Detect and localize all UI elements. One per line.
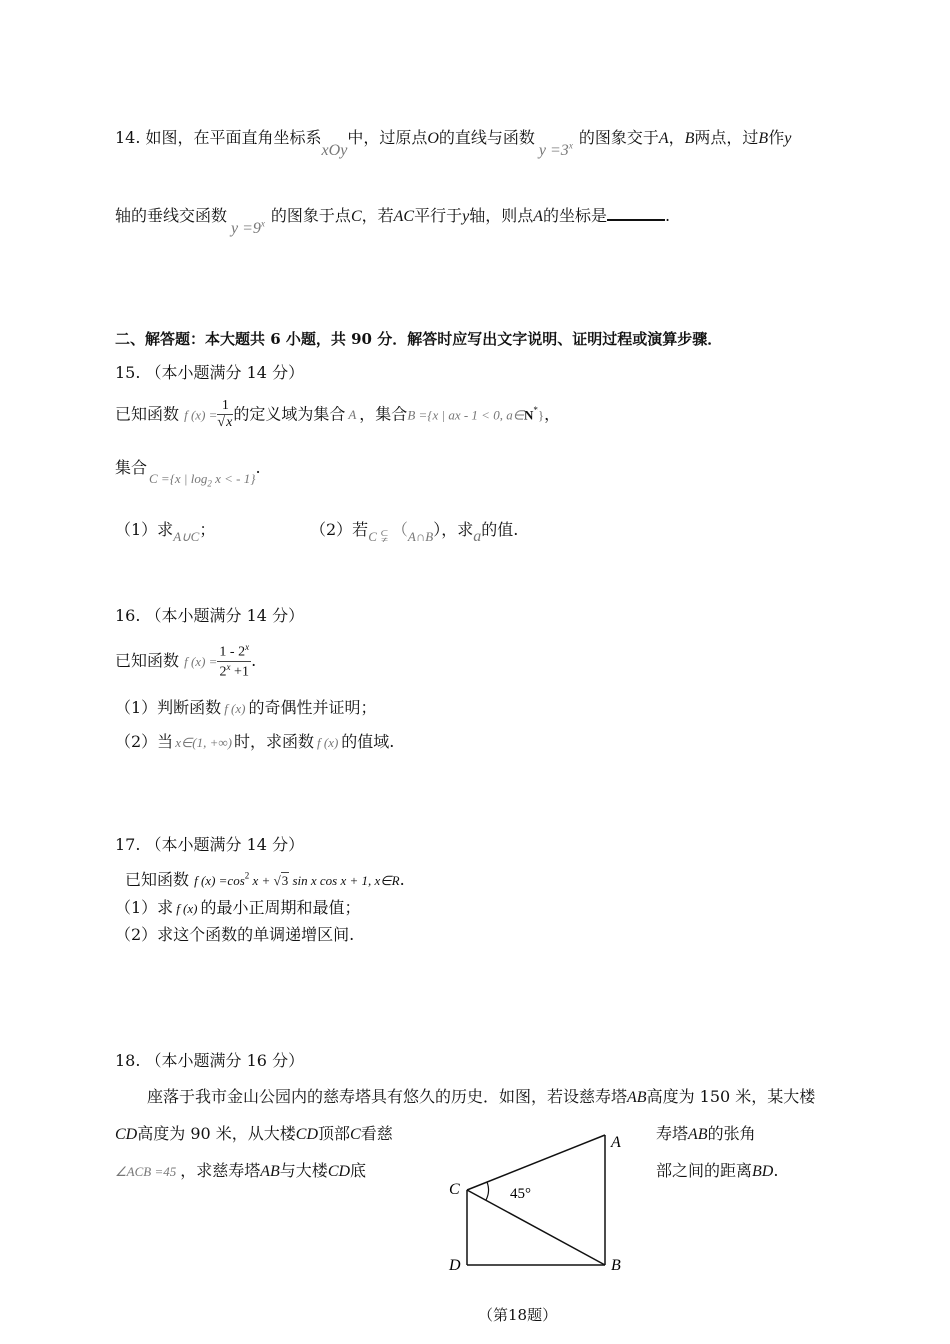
- math-cd: CD: [327, 1163, 351, 1180]
- q17-title: 17. （本小题满分 14 分）: [115, 835, 305, 854]
- q16-text: 的奇偶性并证明；: [248, 698, 377, 717]
- q18-text: 座落于我市金山公园内的慈寿塔具有悠久的历史．如图，若设慈寿塔: [147, 1087, 628, 1106]
- q15-line1: [115, 398, 560, 432]
- math-o: O: [427, 130, 439, 147]
- q15-text: （2）若: [310, 520, 369, 539]
- math-c: C: [368, 529, 377, 544]
- math-b: B: [758, 130, 769, 147]
- math-n: N: [524, 407, 534, 423]
- math-sup: x: [260, 218, 265, 229]
- q18-text: 的张角: [707, 1124, 756, 1143]
- math-set-c: C ={x | log: [149, 471, 208, 486]
- q18-line2-right: [656, 1124, 756, 1144]
- math-fx: f (x): [176, 901, 198, 916]
- tower-figure: [440, 1125, 640, 1275]
- q18-line3: [115, 1161, 366, 1181]
- fraction-numerator: 1: [217, 398, 233, 415]
- q14-text: 14. 如图，在平面直角坐标系: [115, 128, 322, 147]
- math-sub: 2: [207, 478, 212, 489]
- math-expr: x +: [249, 873, 274, 888]
- math-ab: AB: [627, 1089, 647, 1106]
- q15-text: 集合: [115, 458, 148, 477]
- q15-part1: [115, 520, 216, 544]
- math-cd: CD: [295, 1126, 319, 1143]
- math-cd: CD: [115, 1126, 138, 1143]
- math-ab: AB: [688, 1126, 708, 1143]
- q16-text: .: [251, 651, 257, 671]
- math-xoy: xOy: [321, 142, 348, 159]
- math-a: A: [658, 130, 669, 147]
- q14-line2: [115, 205, 671, 237]
- math-fx: f (x) =cos: [194, 873, 245, 888]
- math-fx: f (x) =: [184, 654, 218, 670]
- q14-text: 的坐标是: [543, 206, 608, 225]
- math-star: *: [533, 405, 538, 416]
- math-sup: x: [245, 642, 250, 652]
- label-b: B: [611, 1257, 621, 1274]
- angle-arc: [486, 1182, 488, 1200]
- math-y-eq-9x: y =9: [231, 220, 261, 237]
- math-y: y: [462, 208, 470, 225]
- q17-text: （1）求: [115, 898, 174, 917]
- math-close: }: [537, 407, 545, 423]
- math-fx: f (x): [317, 735, 339, 750]
- math-sup: x: [226, 661, 231, 672]
- math-bd: BD: [752, 1163, 774, 1180]
- q15-text: （1）求: [115, 520, 174, 539]
- q15-text: ，: [544, 404, 561, 424]
- q18-text: 高度为 150 米，某大楼: [646, 1087, 816, 1106]
- math-set-b: B ={x | ax - 1 < 0, a∈: [407, 407, 525, 423]
- q15-text: .: [255, 458, 261, 477]
- fraction: [217, 642, 251, 681]
- q14-text: 平行于: [414, 206, 463, 225]
- math-ab: AB: [260, 1163, 280, 1180]
- q14-text: 作: [768, 128, 785, 147]
- q18-text: 看慈: [360, 1124, 393, 1143]
- fraction-denominator: 2: [219, 664, 227, 680]
- q17-text: .: [399, 870, 405, 889]
- q15-text: ；: [199, 520, 216, 539]
- math-y-eq-3x: y =3: [538, 142, 569, 159]
- q16-line1: [115, 642, 256, 681]
- q15-text: 已知函数: [115, 404, 180, 424]
- q18-text: 与大楼: [279, 1161, 328, 1180]
- q15-part2: [310, 520, 519, 545]
- q15-text: 的定义域为集合: [233, 404, 346, 424]
- q14-text: .: [665, 206, 671, 225]
- q14-text: 两点，过: [694, 128, 759, 147]
- q14-text: 的图象于点: [270, 206, 351, 225]
- q16-text: 已知函数: [115, 651, 180, 671]
- sightline-ca: [467, 1135, 605, 1190]
- math-angle-acb: ∠ACB =45: [115, 1164, 177, 1179]
- q17-text: 的最小正周期和最值；: [200, 898, 361, 917]
- q18-text: 顶部: [318, 1124, 351, 1143]
- q14-text: ，若: [361, 206, 394, 225]
- q18-line3-right: [656, 1161, 778, 1181]
- figure-caption: （第18题）: [478, 1306, 558, 1324]
- math-sqrt3: 3: [281, 873, 289, 888]
- q18-title: 18. （本小题满分 16 分）: [115, 1051, 305, 1070]
- math-a-union-c: A∪C: [173, 529, 200, 544]
- q16-title: 16. （本小题满分 14 分）: [115, 606, 305, 625]
- fraction-denominator: +1: [230, 664, 249, 680]
- label-a: A: [611, 1134, 621, 1151]
- math-c: C: [350, 1126, 361, 1143]
- q14-text: 轴的垂线交函数: [115, 206, 228, 225]
- q15-text: 的值.: [481, 520, 519, 539]
- math-fx: f (x) =: [184, 407, 218, 423]
- sightline-cb: [467, 1190, 605, 1265]
- q16-text: 的值域.: [341, 732, 395, 751]
- q14-text: 轴，则点: [469, 206, 534, 225]
- q14-text: 中，过原点: [347, 128, 428, 147]
- math-y: y: [784, 130, 792, 147]
- q18-text: 部之间的距离: [656, 1161, 753, 1180]
- math-set-c-rest: x < - 1}: [211, 471, 256, 486]
- q15-title: 15. （本小题满分 14 分）: [115, 363, 305, 382]
- math-sup: 2: [244, 870, 250, 881]
- math-a: A: [348, 407, 357, 423]
- q18-text: 高度为 90 米，从大楼: [137, 1124, 296, 1143]
- q15-text: （: [391, 522, 408, 539]
- q16-text: （2）当: [115, 732, 174, 751]
- math-fx: f (x): [224, 701, 246, 716]
- q18-text: 寿塔: [656, 1124, 689, 1143]
- q18-text: 底: [350, 1161, 367, 1180]
- q14-text: ，: [668, 128, 685, 147]
- q17-text: 已知函数: [125, 870, 190, 889]
- q17-part1: [115, 898, 361, 917]
- q17-line1: 已知函数 f $(x) =\cos^2$ x + √3 sin x cos x + 1, x∈R.: [125, 870, 405, 889]
- q16-part1: [115, 698, 377, 717]
- q16-text: （1）判断函数: [115, 698, 222, 717]
- q18-line1: [147, 1087, 815, 1107]
- q15-line2: [115, 458, 261, 489]
- q15-text: ，集合: [359, 404, 408, 424]
- q14-line1: [115, 128, 792, 159]
- q16-part2: [115, 732, 394, 751]
- math-b: B: [684, 130, 695, 147]
- label-c: C: [449, 1181, 460, 1198]
- math-sup: x: [568, 140, 573, 151]
- fraction-numerator: 1 - 2: [219, 644, 246, 660]
- fraction-denominator: x: [226, 415, 233, 431]
- math-a-intersect-b: A∩B: [407, 529, 434, 544]
- label-angle: 45°: [510, 1186, 531, 1202]
- math-domain: x∈(1, +∞): [175, 735, 232, 750]
- label-d: D: [449, 1257, 461, 1274]
- math-a: A: [533, 208, 543, 225]
- q17-part2: （2）求这个函数的单调递增区间.: [115, 925, 355, 944]
- section-heading: 二、解答题：本大题共 6 小题，共 90 分．解答时应写出文字说明、证明过程或演算步骤．: [115, 330, 723, 348]
- q14-text: 的直线与函数: [438, 128, 535, 147]
- fraction: $\frac{1}{√x}$: [217, 398, 233, 431]
- q18-line2: [115, 1124, 393, 1144]
- math-ac: AC: [393, 208, 415, 225]
- q18-text: ，求慈寿塔: [180, 1161, 261, 1180]
- math-a-var: a: [473, 528, 482, 545]
- q15-text: ），求: [433, 520, 474, 539]
- math-expr: sin x cos x + 1, x∈R: [289, 873, 400, 888]
- answer-blank[interactable]: [607, 205, 665, 221]
- math-subsetneq: ⫋: [380, 528, 388, 545]
- q16-text: 时，求函数: [233, 732, 314, 751]
- q18-text: .: [773, 1161, 779, 1180]
- q14-text: 的图象交于: [578, 128, 659, 147]
- math-c: C: [350, 208, 362, 225]
